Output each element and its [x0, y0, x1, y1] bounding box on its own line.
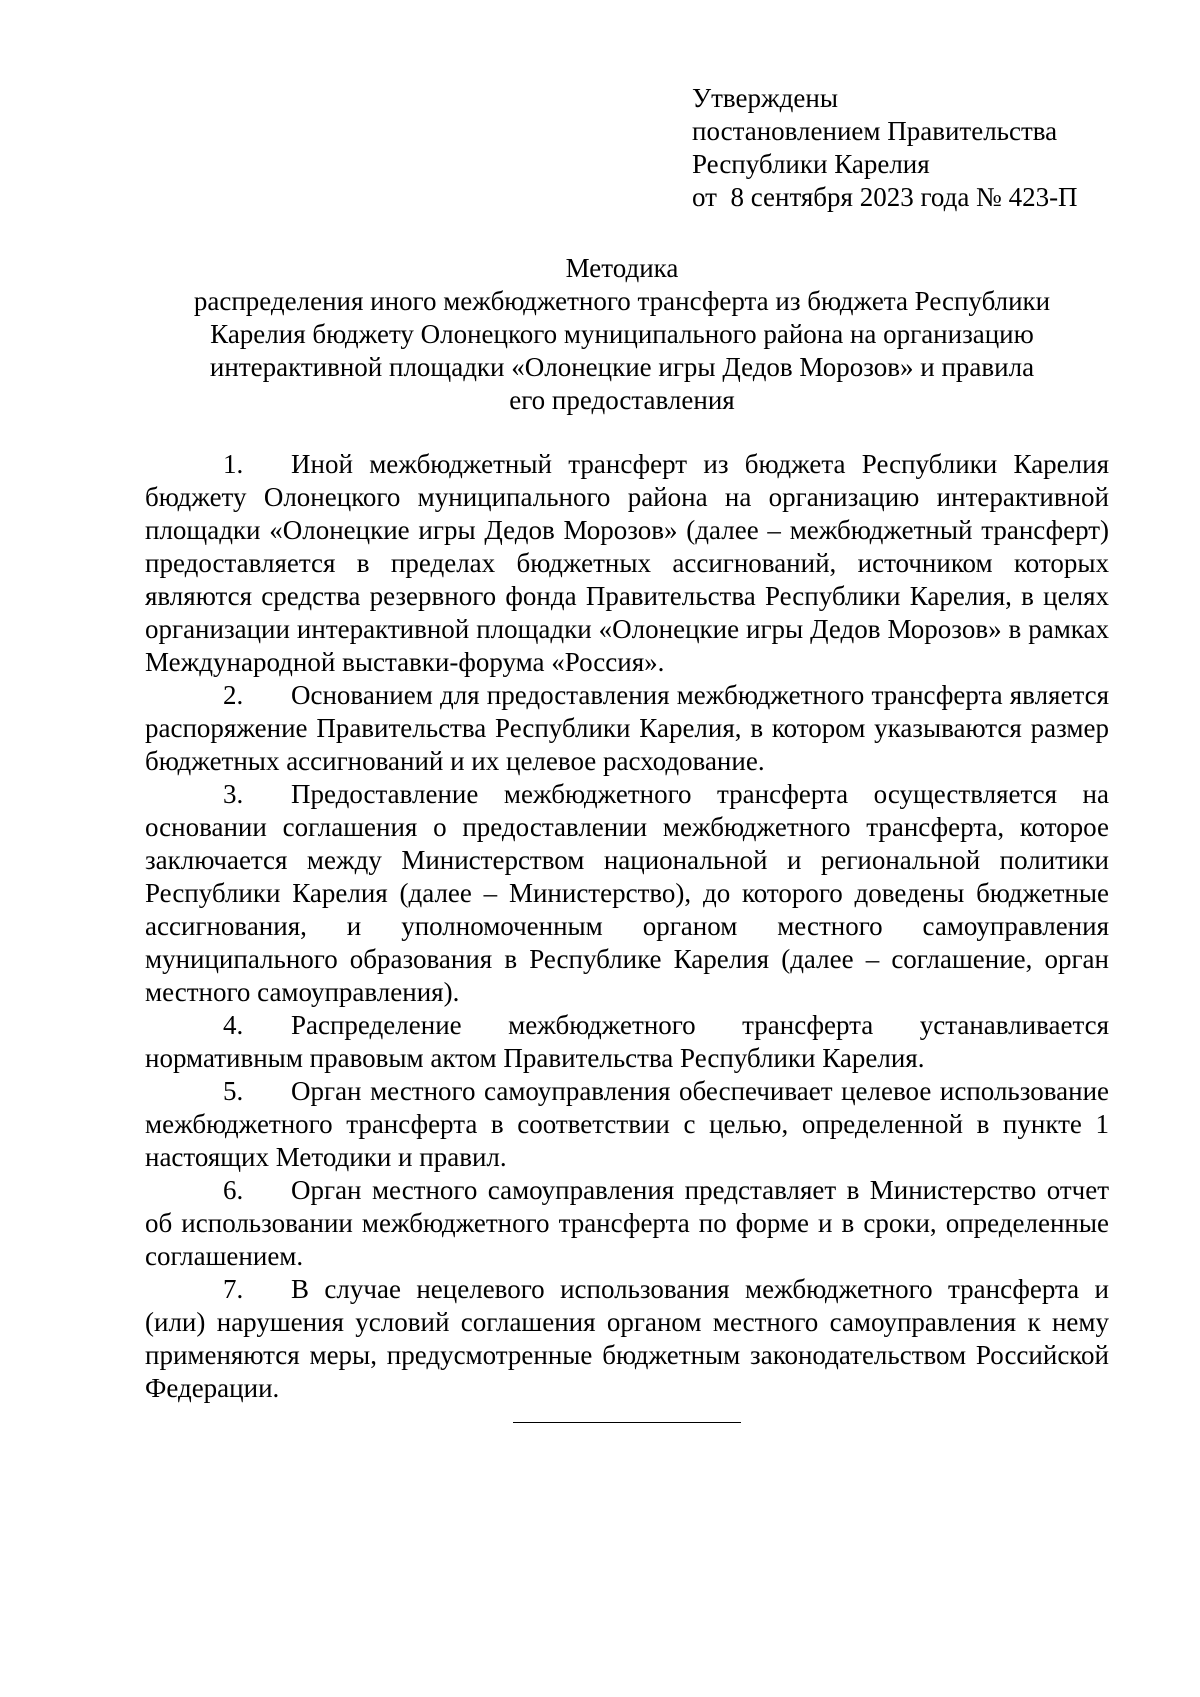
approval-stamp-block [692, 82, 1078, 214]
approval-line-approved: Утверждены [692, 83, 838, 113]
numbered-paragraph [145, 1009, 1109, 1075]
paragraph-text: Иной межбюджетный трансферт из бюджета Республики Карелия бюджету Олонецкого муниципального района на организацию интерактивной площадки «Олонецкие игры Дедов Морозов» (далее – межбюджетный трансферт) предоставляется в пределах бюджетных ассигнований, источником которых являются средства резервного фонда Правительства Республики Карелия, в целях организации интерактивной площадки «Олонецкие игры Дедов Морозов» в рамках Международной выставки-форума «Россия». [145, 449, 1109, 677]
approval-line-resolution: постановлением Правительства [692, 116, 1058, 146]
approval-line-republic: Республики Карелия [692, 149, 930, 179]
numbered-paragraph [145, 778, 1109, 1009]
paragraph-text: Орган местного самоуправления обеспечивает целевое использование межбюджетного трансферта в соответствии с целью, определенной в пункте 1 настоящих Методики и правил. [145, 1076, 1109, 1172]
title-line: Карелия бюджету Олонецкого муниципального района на организацию [210, 319, 1034, 349]
title-line: интерактивной площадки «Олонецкие игры Дедов Морозов» и правила [209, 352, 1035, 382]
title-line: его предоставления [509, 385, 735, 415]
numbered-paragraph [145, 1174, 1109, 1273]
title-line: распределения иного межбюджетного трансферта из бюджета Республики [193, 286, 1051, 316]
numbered-paragraph [145, 1273, 1109, 1405]
closing-divider-line [513, 1422, 741, 1423]
paragraph-number: 7. [223, 1274, 244, 1304]
paragraph-number: 4. [223, 1010, 244, 1040]
title-heading: Методика [565, 253, 679, 283]
document-title [150, 252, 1094, 417]
paragraph-number: 2. [223, 680, 244, 710]
paragraph-text: Предоставление межбюджетного трансферта осуществляется на основании соглашения о предоставлении межбюджетного трансферта, которое заключается между Министерством национальной и региональной политики Республики Карелия (далее – Министерство), до которого доведены бюджетные ассигнования, и уполномоченным органом местного самоуправления муниципального образования в Республике Карелия (далее – соглашение, орган местного самоуправления). [145, 779, 1109, 1007]
paragraph-text: Орган местного самоуправления представляет в Министерство отчет об использовании межбюджетного трансферта по форме и в сроки, определенные соглашением. [145, 1175, 1109, 1271]
paragraph-number: 3. [223, 779, 244, 809]
numbered-paragraph [145, 448, 1109, 679]
paragraph-number: 5. [223, 1076, 244, 1106]
approval-line-date-number: от 8 сентября 2023 года № 423-П [692, 182, 1078, 212]
paragraph-text: Распределение межбюджетного трансферта устанавливается нормативным правовым актом Правительства Республики Карелия. [145, 1010, 1109, 1073]
numbered-paragraph [145, 1075, 1109, 1174]
paragraph-number: 1. [223, 449, 244, 479]
paragraph-text: Основанием для предоставления межбюджетного трансферта является распоряжение Правительства Республики Карелия, в котором указываются размер бюджетных ассигнований и их целевое расходование. [145, 680, 1109, 776]
paragraph-text: В случае нецелевого использования межбюджетного трансферта и (или) нарушения условий соглашения органом местного самоуправления к нему применяются меры, предусмотренные бюджетным законодательством Российской Федерации. [145, 1274, 1109, 1403]
document-body [145, 448, 1109, 1405]
paragraph-number: 6. [223, 1175, 244, 1205]
numbered-paragraph [145, 679, 1109, 778]
